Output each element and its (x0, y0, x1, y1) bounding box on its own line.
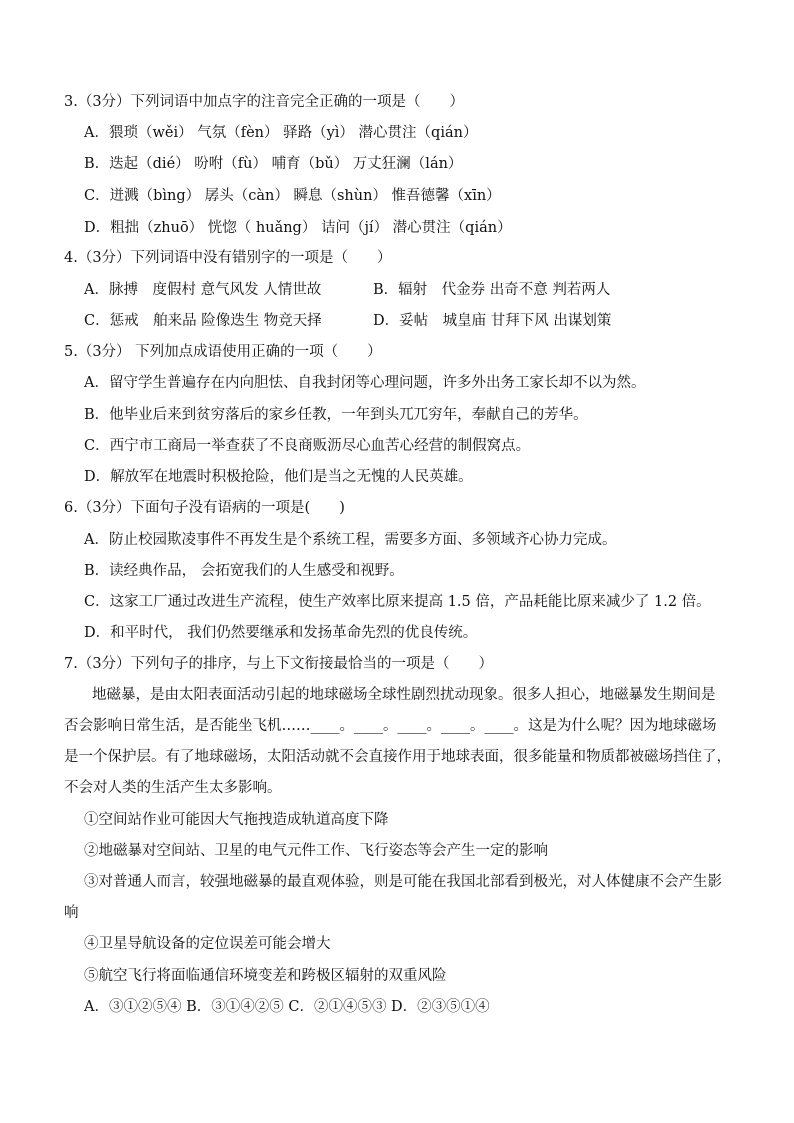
passage-line-2: 否会影响日常生活，是否能坐飞机……____。____。____。____。____。这是为什么呢？因为地球磁场 (64, 718, 717, 734)
question-7-stem: 7.（3分）下列句子的排序，与上下文衔接最恰当的一项是（ ） (64, 656, 494, 672)
question-4-option-b: B．辐射 代金券 出奇不意 判若两人 (373, 282, 611, 298)
question-7-answer-options: A．③①②⑤④ B．③①④②⑤ C．②①④⑤③ D．②③⑤①④ (84, 999, 490, 1015)
passage-line-4: 不会对人类的生活产生太多影响。 (64, 780, 282, 796)
question-4-row-2 (84, 311, 764, 331)
question-4-option-c: C．惩戒 舶来品 险像迭生 物竞天择 (84, 313, 322, 329)
question-6-stem: 6.（3分）下面句子没有语病的一项是( ) (64, 500, 345, 516)
passage-line-3: 是一个保护层。有了地球磁场，太阳活动就不会直接作用于地球表面，很多能量和物质都被磁场挡住了， (64, 749, 731, 765)
sentence-3-continued: 响 (64, 905, 79, 921)
question-3-stem: 3.（3分）下列词语中加点字的注音完全正确的一项是（ ） (64, 94, 465, 110)
sentence-1: ①空间站作业可能因大气拖拽造成轨道高度下降 (84, 812, 389, 828)
question-6-option-d: D．和平时代， 我们仍然要继承和发扬革命先烈的优良传统。 (84, 625, 478, 641)
passage-line-1: 地磁暴，是由太阳表面活动引起的地球磁场全球性剧烈扰动现象。很多人担心，地磁暴发生期间是 (92, 687, 716, 703)
question-4-option-d: D．妥帖 城皇庙 甘拜下风 出谋划策 (373, 313, 612, 329)
question-5-option-b: B．他毕业后来到贫穷落后的家乡任教，一年到头兀兀穷年，奉献自己的芳华。 (84, 407, 588, 423)
sentence-5: ⑤航空飞行将面临通信环境变差和跨极区辐射的双重风险 (84, 968, 447, 984)
question-6-option-c: C．这家工厂通过改进生产流程，使生产效率比原来提高 1.5 倍，产品耗能比原来减少了 1.2 倍。 (84, 594, 711, 610)
question-5-stem: 5.（3分） 下列加点成语使用正确的一项（ ） (64, 344, 382, 360)
question-6-option-b: B．读经典作品， 会拓宽我们的人生感受和视野。 (84, 563, 404, 579)
sentence-4: ④卫星导航设备的定位误差可能会增大 (84, 936, 331, 952)
question-5-option-d: D．解放军在地震时积极抢险，他们是当之无愧的人民英雄。 (84, 469, 473, 485)
question-4-stem: 4.（3分）下列词语中没有错别字的一项是（ ） (64, 250, 392, 266)
question-3-option-b: B．迭起（dié） 吩咐（fù） 哺育（bǔ） 万丈狂澜（lán） (84, 156, 463, 172)
sentence-2: ②地磁暴对空间站、卫星的电气元件工作、飞行姿态等会产生一定的影响 (84, 843, 548, 859)
question-4-option-a: A．脉搏 度假村 意气风发 人情世故 (84, 282, 322, 298)
question-3-option-c: C．迸溅（bìng） 孱头（càn） 瞬息（shùn） 惟吾德馨（xīn） (84, 188, 501, 204)
question-5-option-c: C．西宁市工商局一举查获了不良商贩沥尽心血苦心经营的制假窝点。 (84, 438, 531, 454)
question-6-option-a: A．防止校园欺凌事件不再发生是个系统工程，需要多方面、多领域齐心协力完成。 (84, 532, 617, 548)
sentence-3: ③对普通人而言，较强地磁暴的最直观体验，则是可能在我国北部看到极光，对人体健康不会产生影 (84, 874, 722, 890)
question-3-option-d: D．粗拙（zhuō） 恍惚（ huǎng） 诘问（jí） 潜心贯注（qián） (84, 220, 512, 236)
question-5-option-a: A．留守学生普遍存在内向胆怯、自我封闭等心理问题，许多外出务工家长却不以为然。 (84, 375, 646, 391)
question-3-option-a: A．猥琐（wěi） 气氛（fèn） 驿路（yì） 潜心贯注（qián） (84, 125, 478, 141)
question-4-row-1 (84, 280, 764, 300)
